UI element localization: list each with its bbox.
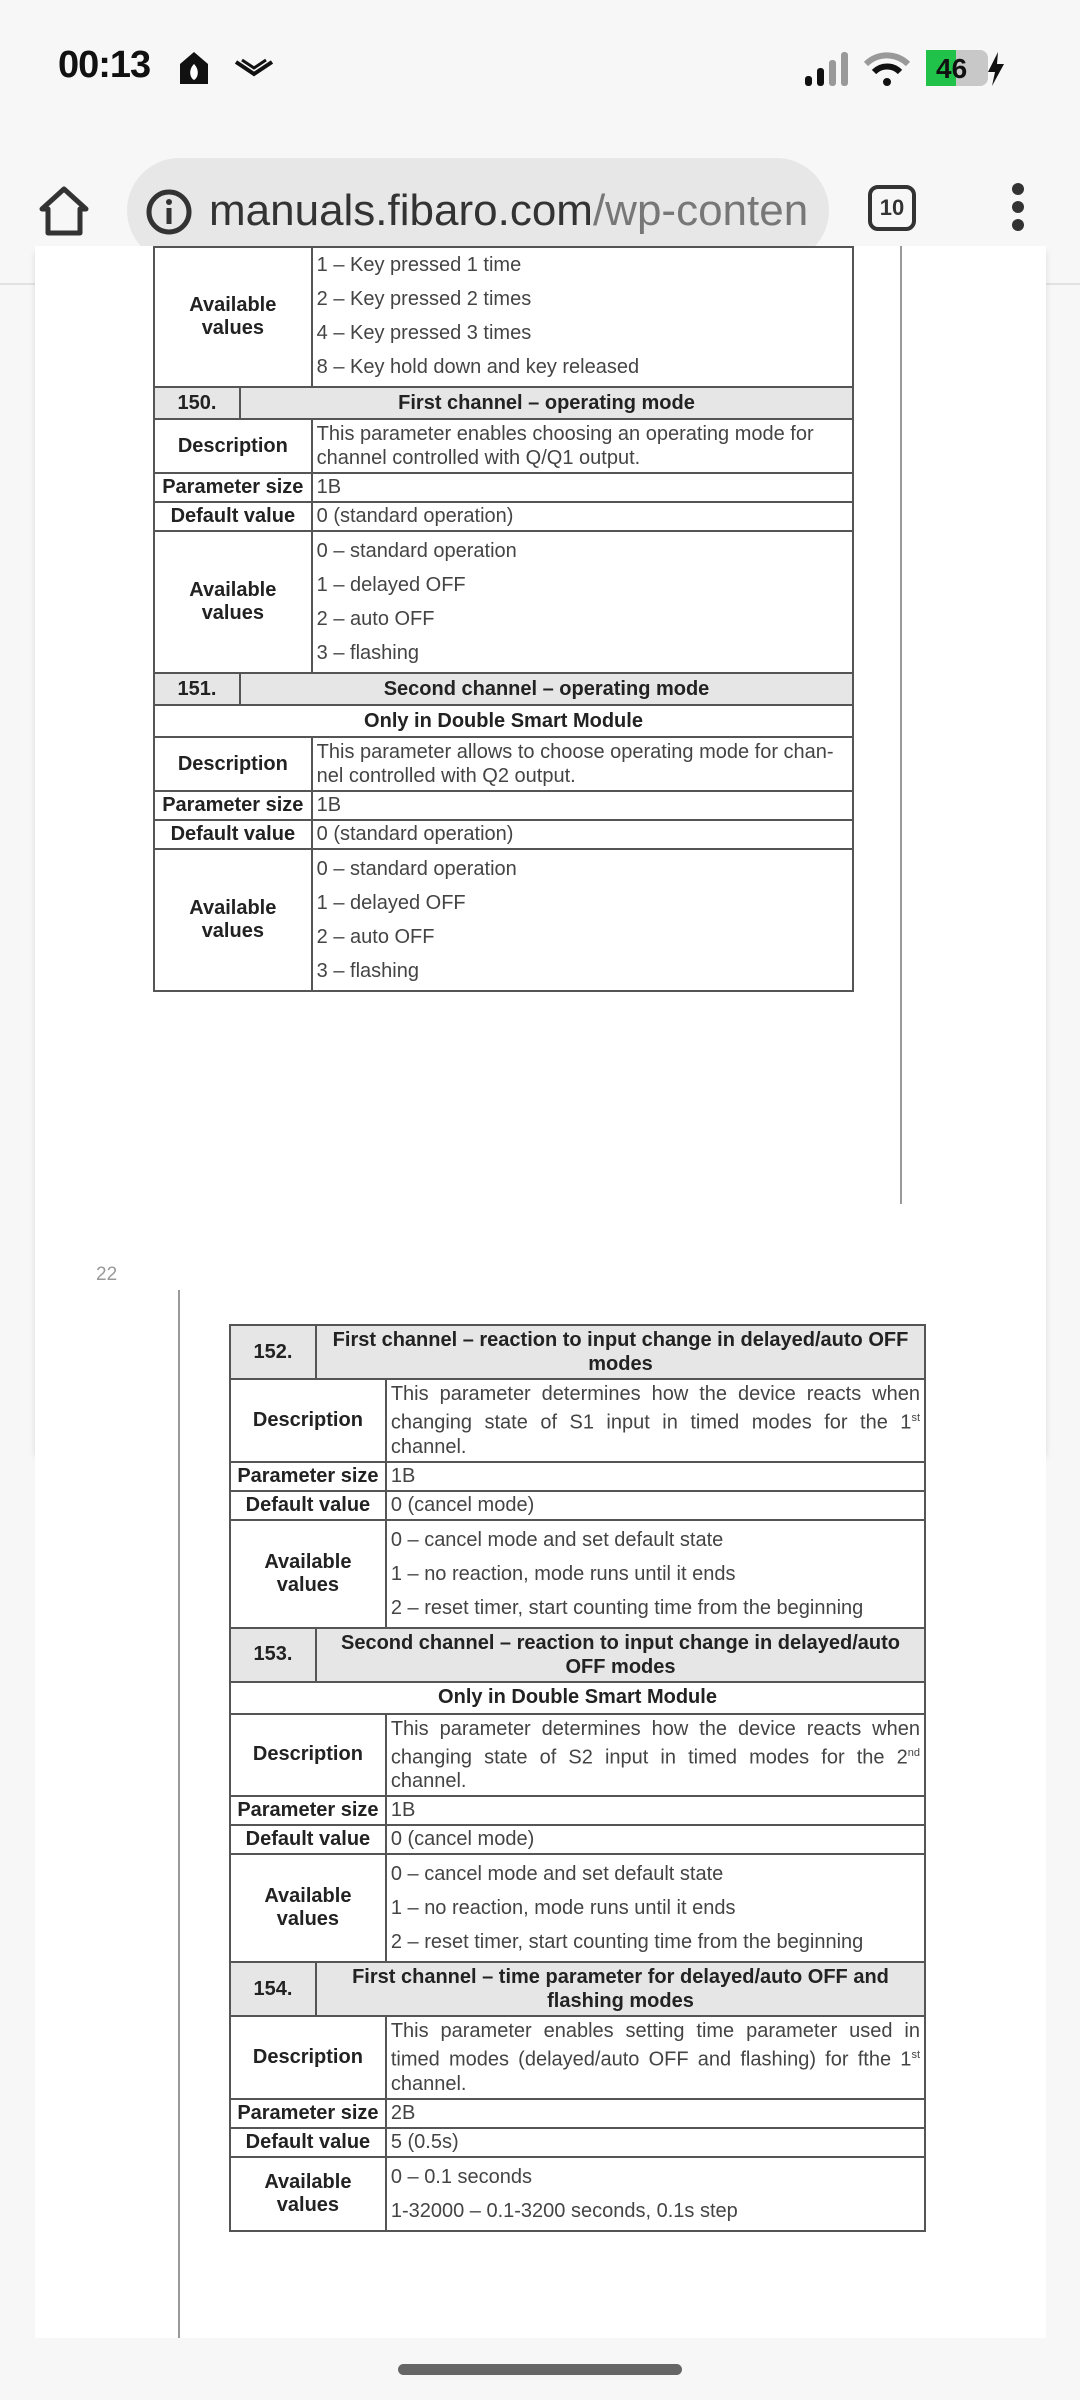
- clock: 00:13: [58, 44, 151, 86]
- description-label: Description: [154, 419, 312, 473]
- table-row-size: [230, 1796, 925, 1825]
- parameter-size-value: 1B: [312, 473, 853, 502]
- description-value: This parameter determines how the device reacts when changing state of S2 input in timed modes for the 2nd channel.: [386, 1714, 925, 1797]
- parameter-size-label: Parameter size: [230, 1462, 386, 1491]
- table-row-default: [230, 1491, 925, 1520]
- table-row-description: [230, 2016, 925, 2099]
- param-number: 151.: [154, 673, 240, 705]
- value-item: 0 – cancel mode and set default state: [390, 1528, 724, 1551]
- description-value: This parameter allows to choose operating mode for chan-nel controlled with Q2 output.: [312, 737, 853, 791]
- param-note: Only in Double Smart Module: [154, 705, 853, 737]
- param-header-154: [230, 1962, 925, 2016]
- value-item: 1 – delayed OFF: [316, 892, 466, 914]
- param-title: First channel – reaction to input change in delayed/auto OFF modes: [316, 1325, 925, 1379]
- battery-level: 46: [936, 53, 968, 84]
- value-item: 0 – standard operation: [316, 540, 517, 562]
- parameter-size-value: 1B: [312, 791, 853, 820]
- parameter-table: [229, 1324, 926, 2232]
- value-item: 1 – no reaction, mode runs until it ends: [390, 1897, 736, 1920]
- available-values: [312, 247, 853, 387]
- parameter-table: [153, 246, 854, 992]
- value-item: 2 – Key pressed 2 times: [316, 288, 532, 310]
- tab-count: 10: [879, 195, 905, 220]
- parameter-size-value: 2B: [386, 2099, 925, 2128]
- value-item: 0 – 0.1 seconds: [390, 2165, 533, 2188]
- chevron-notification-icon: [234, 58, 274, 80]
- url-domain: manuals.fibaro.com: [209, 186, 593, 235]
- wifi-icon: [864, 52, 910, 86]
- available-values-label: Available values: [230, 2157, 386, 2231]
- table-row-size: [154, 473, 853, 502]
- table-row-default: [154, 820, 853, 849]
- value-item: 0 – cancel mode and set default state: [390, 1863, 724, 1886]
- description-value: This parameter enables setting time parameter used in timed modes (delayed/auto OFF and flashing) for fthe 1st channel.: [386, 2016, 925, 2099]
- description-value: This parameter determines how the device reacts when changing state of S1 input in timed modes for the 1st channel.: [386, 1379, 925, 1462]
- default-value-label: Default value: [230, 1825, 386, 1854]
- default-value-label: Default value: [154, 502, 312, 531]
- parameter-size-label: Parameter size: [230, 2099, 386, 2128]
- home-app-icon: [176, 50, 212, 86]
- table-row-size: [230, 1462, 925, 1491]
- table-row-size: [230, 2099, 925, 2128]
- value-item: 4 – Key pressed 3 times: [316, 322, 532, 344]
- value-item: 1 – delayed OFF: [316, 574, 466, 596]
- table-row-values: [230, 1520, 925, 1628]
- default-value-label: Default value: [230, 1491, 386, 1520]
- table-row-default: [230, 1825, 925, 1854]
- available-values-label: Available values: [230, 1854, 386, 1962]
- param-title: Second channel – operating mode: [240, 673, 853, 705]
- pdf-page-22: [35, 1204, 1046, 2338]
- parameter-size-value: 1B: [386, 1796, 925, 1825]
- value-item: 8 – Key hold down and key released: [316, 356, 640, 378]
- parameter-size-value: 1B: [386, 1462, 925, 1491]
- table-row-values: [230, 1854, 925, 1962]
- table-row-values: [230, 2157, 925, 2231]
- value-item: 3 – flashing: [316, 960, 419, 982]
- description-label: Description: [230, 1714, 386, 1797]
- home-icon[interactable]: [38, 185, 90, 237]
- table-row-note: [230, 1682, 925, 1714]
- default-value: 5 (0.5s): [386, 2128, 925, 2157]
- value-item: 0 – standard operation: [316, 858, 517, 880]
- available-values-label: Available values: [230, 1520, 386, 1628]
- default-value: 0 (standard operation): [312, 820, 853, 849]
- param-number: 154.: [230, 1962, 316, 2016]
- param-note: Only in Double Smart Module: [230, 1682, 925, 1714]
- param-title: First channel – time parameter for delayed/auto OFF and flashing modes: [316, 1962, 925, 2016]
- page-number: 22: [96, 1264, 118, 1285]
- charging-bolt-icon: [986, 52, 1006, 86]
- default-value: 0 (cancel mode): [386, 1491, 925, 1520]
- available-values: [386, 1520, 925, 1628]
- param-number: 152.: [230, 1325, 316, 1379]
- available-values-label: Available values: [154, 247, 312, 387]
- parameter-size-label: Parameter size: [154, 791, 312, 820]
- table-row-values: [154, 531, 853, 673]
- value-item: 2 – reset timer, start counting time from the beginning: [390, 1931, 864, 1954]
- more-menu-icon[interactable]: [1008, 183, 1028, 235]
- page-margin-rule: [178, 1290, 180, 2338]
- default-value: 0 (standard operation): [312, 502, 853, 531]
- parameter-size-label: Parameter size: [230, 1796, 386, 1825]
- table-row-size: [154, 791, 853, 820]
- table-row-description: [154, 737, 853, 791]
- value-item: 1 – no reaction, mode runs until it ends: [390, 1562, 736, 1585]
- available-values-label: Available values: [154, 849, 312, 991]
- value-item: 1 – Key pressed 1 time: [316, 254, 522, 276]
- value-item: 2 – auto OFF: [316, 608, 435, 630]
- available-values: [312, 531, 853, 673]
- page-margin-rule: [900, 246, 902, 1264]
- battery-icon: [926, 50, 988, 86]
- table-row-values: [154, 849, 853, 991]
- param-number: 153.: [230, 1628, 316, 1682]
- value-item: 1-32000 – 0.1-3200 seconds, 0.1s step: [390, 2199, 738, 2222]
- param-number: 150.: [154, 387, 240, 419]
- available-values: [312, 849, 853, 991]
- available-values-label: Available values: [154, 531, 312, 673]
- value-item: 2 – reset timer, start counting time from the beginning: [390, 1596, 864, 1619]
- default-value-label: Default value: [154, 820, 312, 849]
- description-value: This parameter enables choosing an operating mode for channel controlled with Q/Q1 output.: [312, 419, 853, 473]
- param-title: Second channel – reaction to input change in delayed/auto OFF modes: [316, 1628, 925, 1682]
- description-label: Description: [230, 1379, 386, 1462]
- table-row-note: [154, 705, 853, 737]
- param-header-153: [230, 1628, 925, 1682]
- param-header-151: [154, 673, 853, 705]
- param-title: First channel – operating mode: [240, 387, 853, 419]
- pdf-viewer[interactable]: [0, 254, 1080, 2338]
- url-text[interactable]: [209, 186, 809, 236]
- url-path: /wp-conten: [592, 186, 809, 235]
- signal-icon: [805, 52, 851, 86]
- table-row-description: [230, 1379, 925, 1462]
- table-row-description: [154, 419, 853, 473]
- table-row-default: [154, 502, 853, 531]
- table-row-description: [230, 1714, 925, 1797]
- value-item: 3 – flashing: [316, 642, 419, 664]
- description-label: Description: [230, 2016, 386, 2099]
- description-label: Description: [154, 737, 312, 791]
- default-value: 0 (cancel mode): [386, 1825, 925, 1854]
- param-header-150: [154, 387, 853, 419]
- home-indicator[interactable]: [398, 2364, 682, 2375]
- table-row-default: [230, 2128, 925, 2157]
- tabs-button[interactable]: [868, 185, 916, 231]
- status-bar: [0, 0, 1080, 135]
- param-header-152: [230, 1325, 925, 1379]
- default-value-label: Default value: [230, 2128, 386, 2157]
- parameter-size-label: Parameter size: [154, 473, 312, 502]
- info-icon[interactable]: [145, 188, 193, 236]
- available-values: [386, 2157, 925, 2231]
- available-values: [386, 1854, 925, 1962]
- table-row-prev-values: [154, 247, 853, 387]
- value-item: 2 – auto OFF: [316, 926, 435, 948]
